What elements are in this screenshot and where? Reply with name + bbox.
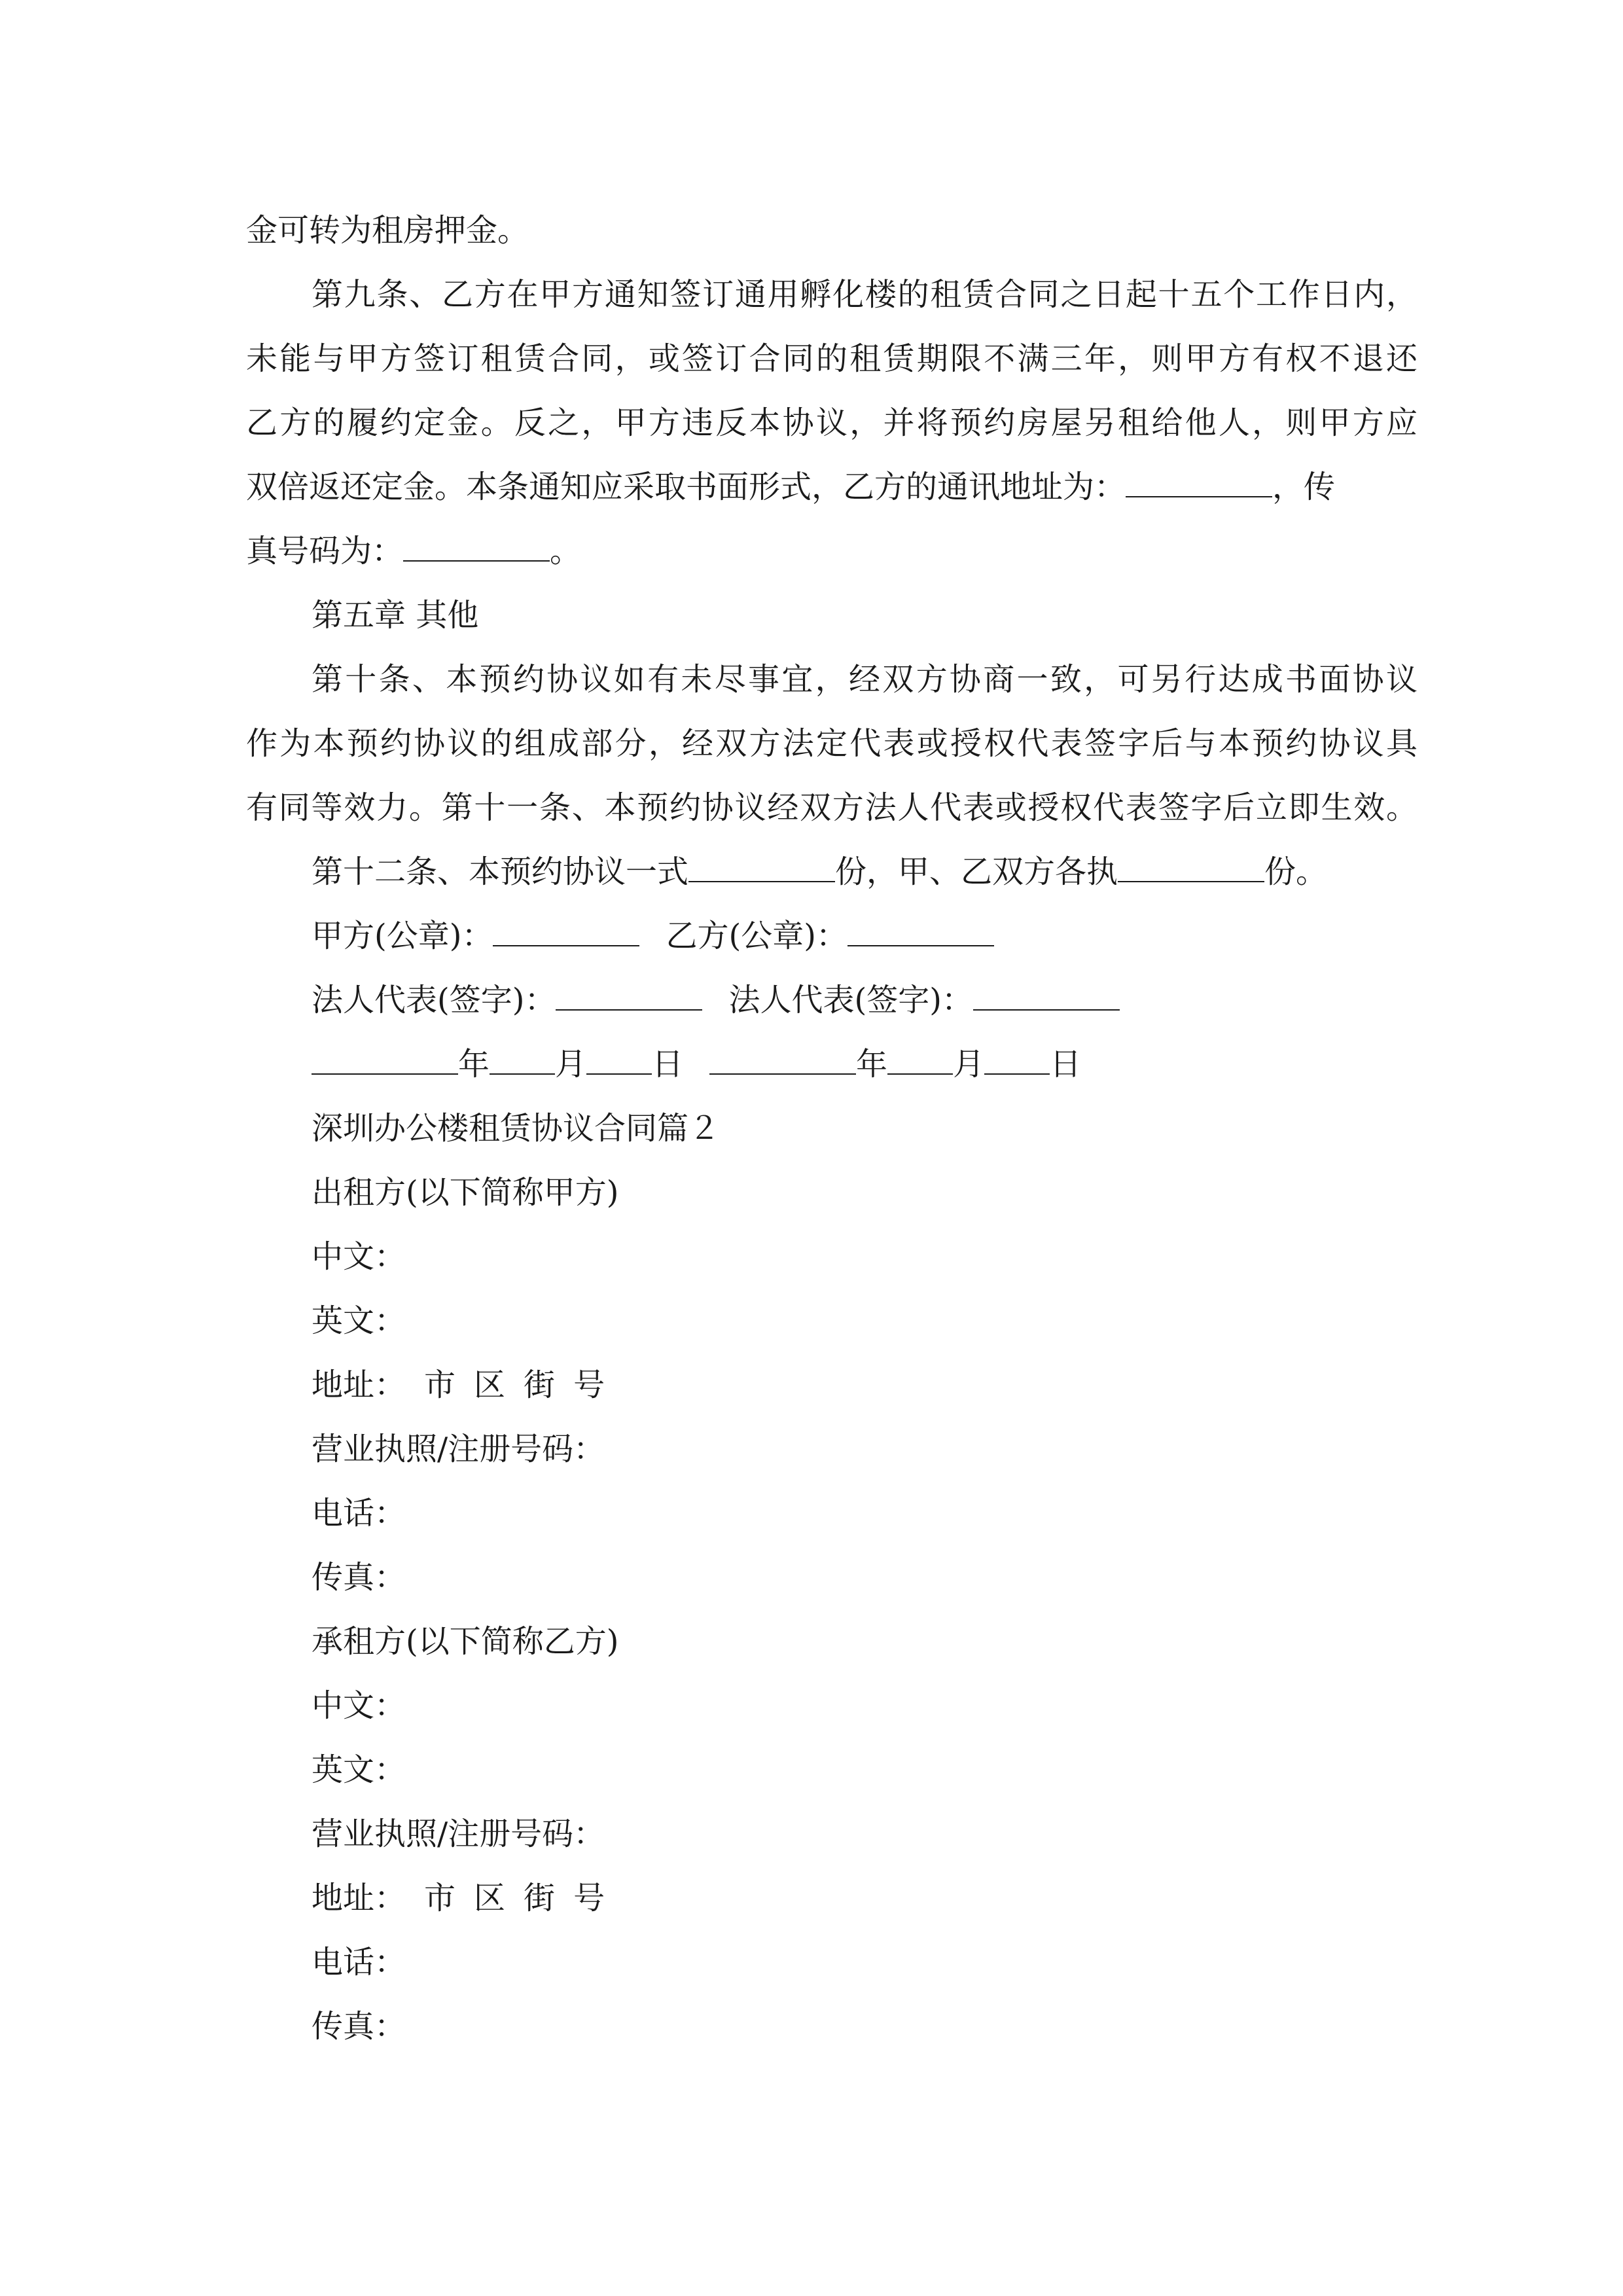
article-9-address-text: 双倍返还定金。本条通知应采取书面形式，乙方的通讯地址为： <box>246 469 1126 505</box>
address-district: 区 <box>474 1367 506 1403</box>
lessee-chinese-name: 中文： <box>312 1687 406 1724</box>
day-label: 日 <box>1050 1046 1082 1083</box>
year-label: 年 <box>856 1046 888 1083</box>
article-12-text-c: 份。 <box>1264 853 1328 890</box>
article-11-line: 有同等效力。第十一条、本预约协议经双方法人代表或授权代表签字后立即生效。 <box>246 789 1418 826</box>
lessee-fax: 传真： <box>312 2008 406 2045</box>
lessor-english-name: 英文： <box>312 1302 406 1339</box>
copies-each-blank[interactable] <box>1118 852 1264 882</box>
article-9-line-1: 第九条、乙方在甲方通知签订通用孵化楼的租赁合同之日起十五个工作日内， <box>312 276 1418 313</box>
article-12-line <box>312 852 1327 891</box>
article-12-text-b: 份，甲、乙双方各执 <box>835 853 1118 890</box>
address-street: 街 <box>524 1880 556 1916</box>
lessee-heading: 承租方(以下简称乙方) <box>312 1623 619 1660</box>
address-number: 号 <box>573 1367 605 1403</box>
date-line <box>312 1045 1081 1084</box>
article-9-line-4 <box>246 467 1335 507</box>
representative-line <box>312 980 1120 1020</box>
lessee-phone: 电话： <box>312 1944 406 1981</box>
address-street: 街 <box>524 1367 556 1403</box>
copies-total-blank[interactable] <box>688 852 835 882</box>
lessor-heading: 出租方(以下简称甲方) <box>312 1174 619 1211</box>
address-number: 号 <box>573 1880 605 1916</box>
party-b-seal-blank[interactable] <box>847 916 994 946</box>
lessee-address <box>312 1878 605 1918</box>
party-a-day-blank[interactable] <box>586 1045 652 1075</box>
lessor-phone: 电话： <box>312 1495 406 1532</box>
article-10-line-1: 第十条、本预约协议如有未尽事宜，经双方协商一致，可另行达成书面协议 <box>312 661 1418 698</box>
article-12-text-a: 第十二条、本预约协议一式 <box>312 853 689 890</box>
lessor-fax: 传真： <box>312 1559 406 1596</box>
address-city: 市 <box>424 1880 456 1916</box>
party-a-seal-label: 甲方(公章)： <box>312 918 493 954</box>
lessee-english-name: 英文： <box>312 1751 406 1788</box>
party-a-year-blank[interactable] <box>312 1045 458 1075</box>
chapter-5-heading: 第五章 其他 <box>312 597 479 634</box>
party-a-seal-blank[interactable] <box>493 916 639 946</box>
contract-2-title: 深圳办公楼租赁协议合同篇２ <box>312 1110 721 1147</box>
address-label: 地址： <box>312 1880 406 1916</box>
lessee-license: 营业执照/注册号码： <box>312 1816 605 1852</box>
fax-blank[interactable] <box>403 531 550 562</box>
address-district: 区 <box>474 1880 506 1916</box>
party-b-day-blank[interactable] <box>984 1045 1050 1075</box>
article-9-line-3: 乙方的履约定金。反之，甲方违反本协议，并将预约房屋另租给他人，则甲方应 <box>246 404 1418 441</box>
party-a-rep-blank[interactable] <box>556 980 702 1011</box>
seal-line <box>312 916 994 956</box>
party-b-rep-label: 法人代表(签字)： <box>728 982 973 1018</box>
address-label: 地址： <box>312 1367 406 1403</box>
article-10-line-2: 作为本预约协议的组成部分，经双方法定代表或授权代表签字后与本预约协议具 <box>246 725 1418 762</box>
article-9-fax-prefix: ，传 <box>1272 469 1336 505</box>
party-b-rep-blank[interactable] <box>973 980 1120 1011</box>
article-9-line-5 <box>246 531 581 571</box>
paragraph-line: 金可转为租房押金。 <box>246 212 529 249</box>
party-a-rep-label: 法人代表(签字)： <box>312 982 556 1018</box>
address-blank[interactable] <box>1126 467 1272 497</box>
party-b-seal-label: 乙方(公章)： <box>666 918 847 954</box>
month-label: 月 <box>953 1046 985 1083</box>
lessor-chinese-name: 中文： <box>312 1238 406 1275</box>
party-b-month-blank[interactable] <box>887 1045 953 1075</box>
day-label: 日 <box>652 1046 684 1083</box>
lessor-address <box>312 1365 605 1405</box>
party-a-month-blank[interactable] <box>490 1045 555 1075</box>
address-city: 市 <box>424 1367 456 1403</box>
article-9-line-2: 未能与甲方签订租赁合同，或签订合同的租赁期限不满三年，则甲方有权不退还 <box>246 340 1418 377</box>
party-b-year-blank[interactable] <box>709 1045 856 1075</box>
month-label: 月 <box>555 1046 587 1083</box>
fax-label: 真号码为： <box>246 533 404 569</box>
year-label: 年 <box>458 1046 490 1083</box>
fax-end: 。 <box>550 533 582 569</box>
lessor-license: 营业执照/注册号码： <box>312 1431 605 1467</box>
